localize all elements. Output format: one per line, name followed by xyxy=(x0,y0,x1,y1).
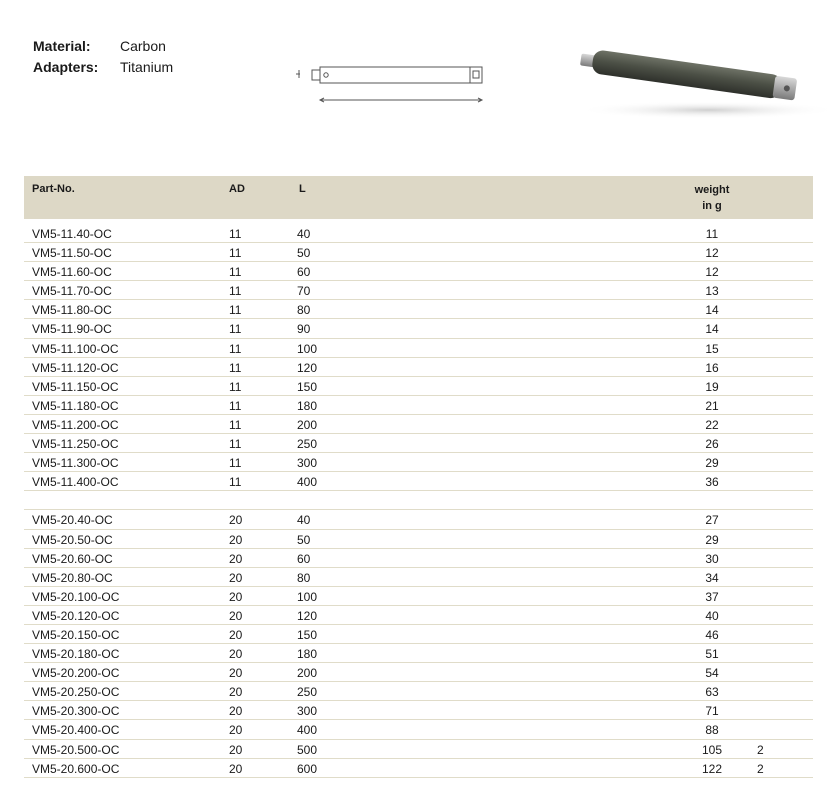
cell-weight: 16 xyxy=(705,360,719,375)
cell-part-no: VM5-20.40-OC xyxy=(32,513,113,528)
table-row xyxy=(24,568,813,587)
cell-weight: 46 xyxy=(705,627,719,642)
cell-weight: 27 xyxy=(705,513,719,528)
cell-ad: 20 xyxy=(229,570,243,585)
cell-weight: 54 xyxy=(705,666,719,681)
cell-part-no: VM5-11.300-OC xyxy=(32,456,119,471)
cell-l: 80 xyxy=(297,303,311,318)
table-row xyxy=(24,300,813,319)
material-value: Carbon xyxy=(120,38,166,54)
cell-weight: 12 xyxy=(705,246,719,261)
cell-part-no: VM5-20.500-OC xyxy=(32,742,120,757)
adapters-value: Titanium xyxy=(120,59,174,75)
table-body xyxy=(24,224,813,778)
technical-drawing xyxy=(290,62,490,108)
cell-ad: 11 xyxy=(229,398,242,413)
table-row xyxy=(24,644,813,663)
cell-weight: 34 xyxy=(705,570,719,585)
table-row xyxy=(24,625,813,644)
cell-ad: 20 xyxy=(229,608,243,623)
cell-ad: 20 xyxy=(229,589,243,604)
table-row xyxy=(24,701,813,720)
cell-ad: 11 xyxy=(229,379,242,394)
table-row xyxy=(24,262,813,281)
cell-note: 2 xyxy=(757,742,764,757)
material-label: Material: xyxy=(33,38,91,54)
cell-ad: 11 xyxy=(229,341,242,356)
cell-l: 180 xyxy=(297,398,318,413)
table-row xyxy=(24,549,813,568)
table-row xyxy=(24,243,813,262)
cell-weight: 88 xyxy=(705,723,719,738)
cell-l: 300 xyxy=(297,456,318,471)
cell-ad: 20 xyxy=(229,666,243,681)
cell-ad: 11 xyxy=(229,437,242,452)
cell-ad: 20 xyxy=(229,532,243,547)
table-row xyxy=(24,281,813,300)
table-row xyxy=(24,224,813,243)
cell-part-no: VM5-11.100-OC xyxy=(32,341,119,356)
cell-part-no: VM5-11.180-OC xyxy=(32,398,119,413)
cell-l: 200 xyxy=(297,417,318,432)
cell-ad: 11 xyxy=(229,417,242,432)
cell-ad: 20 xyxy=(229,647,243,662)
table-row xyxy=(24,740,813,759)
product-photo xyxy=(568,48,838,128)
cell-ad: 11 xyxy=(229,456,242,471)
cell-ad: 20 xyxy=(229,761,243,776)
cell-part-no: VM5-20.60-OC xyxy=(32,551,113,566)
table-row xyxy=(24,720,813,739)
table-row xyxy=(24,453,813,472)
table-row xyxy=(24,415,813,434)
table-row xyxy=(24,319,813,338)
cell-part-no: VM5-11.70-OC xyxy=(32,284,112,299)
cell-ad: 20 xyxy=(229,704,243,719)
cell-part-no: VM5-20.600-OC xyxy=(32,761,120,776)
cell-weight: 105 xyxy=(701,742,723,757)
cell-l: 80 xyxy=(297,570,311,585)
header-l: L xyxy=(299,183,306,195)
cell-weight: 71 xyxy=(705,704,719,719)
cell-part-no: VM5-11.60-OC xyxy=(32,265,112,280)
table-row xyxy=(24,663,813,682)
cell-part-no: VM5-20.150-OC xyxy=(32,627,120,642)
cell-l: 60 xyxy=(297,551,311,566)
table-row xyxy=(24,396,813,415)
cell-l: 200 xyxy=(297,666,318,681)
cell-ad: 20 xyxy=(229,685,243,700)
table-row xyxy=(24,530,813,549)
adapters-row xyxy=(33,57,173,78)
cell-part-no: VM5-20.80-OC xyxy=(32,570,113,585)
cell-part-no: VM5-20.180-OC xyxy=(32,647,120,662)
cell-part-no: VM5-20.200-OC xyxy=(32,666,120,681)
cell-weight: 14 xyxy=(705,322,719,337)
cell-l: 40 xyxy=(297,513,311,528)
cell-part-no: VM5-11.50-OC xyxy=(32,246,112,261)
cell-l: 40 xyxy=(297,227,311,241)
cell-l: 50 xyxy=(297,532,311,547)
cell-l: 60 xyxy=(297,265,311,280)
cell-ad: 11 xyxy=(229,303,242,318)
cell-ad: 11 xyxy=(229,284,242,299)
cell-weight: 13 xyxy=(705,284,719,299)
cell-part-no: VM5-20.400-OC xyxy=(32,723,120,738)
cell-ad: 11 xyxy=(229,265,242,280)
cell-ad: 11 xyxy=(229,322,242,337)
cell-weight: 12 xyxy=(705,265,719,280)
cell-ad: 20 xyxy=(229,742,243,757)
cell-l: 250 xyxy=(297,685,318,700)
header-part-no: Part-No. xyxy=(32,183,75,195)
cell-weight: 19 xyxy=(705,379,719,394)
cell-weight: 63 xyxy=(705,685,719,700)
group-spacer xyxy=(24,491,813,510)
cell-weight: 15 xyxy=(705,341,719,356)
cell-part-no: VM5-11.80-OC xyxy=(32,303,112,318)
header-weight xyxy=(692,182,732,214)
cell-part-no: VM5-11.40-OC xyxy=(32,227,112,241)
cell-weight: 26 xyxy=(705,437,719,452)
cell-l: 400 xyxy=(297,475,318,490)
cell-part-no: VM5-11.150-OC xyxy=(32,379,119,394)
cell-part-no: VM5-20.100-OC xyxy=(32,589,120,604)
cell-weight: 36 xyxy=(705,475,719,490)
cell-weight: 29 xyxy=(705,532,719,547)
table-row xyxy=(24,377,813,396)
cell-part-no: VM5-20.300-OC xyxy=(32,704,120,719)
table-row xyxy=(24,510,813,529)
cell-l: 90 xyxy=(297,322,311,337)
cell-l: 120 xyxy=(297,360,318,375)
table-header xyxy=(24,176,813,219)
header-weight-line2: in g xyxy=(702,200,722,212)
cell-weight: 21 xyxy=(705,398,719,413)
cell-l: 100 xyxy=(297,589,318,604)
cell-weight: 37 xyxy=(705,589,719,604)
cell-ad: 11 xyxy=(229,475,242,490)
material-row xyxy=(33,36,173,57)
table-row xyxy=(24,682,813,701)
table-row xyxy=(24,606,813,625)
cell-ad: 20 xyxy=(229,723,243,738)
cell-ad: 20 xyxy=(229,513,243,528)
table-row xyxy=(24,472,813,491)
header-ad: AD xyxy=(229,183,245,195)
cell-weight: 22 xyxy=(705,417,719,432)
cell-weight: 14 xyxy=(705,303,719,318)
cell-l: 400 xyxy=(297,723,318,738)
cell-part-no: VM5-11.250-OC xyxy=(32,437,119,452)
cell-l: 600 xyxy=(297,761,318,776)
spec-block xyxy=(33,36,173,78)
cell-l: 70 xyxy=(297,284,311,299)
cell-l: 50 xyxy=(297,246,311,261)
table-row xyxy=(24,587,813,606)
cell-part-no: VM5-11.400-OC xyxy=(32,475,119,490)
cell-ad: 11 xyxy=(229,246,242,261)
cell-weight: 122 xyxy=(701,761,723,776)
cell-l: 300 xyxy=(297,704,318,719)
table-row xyxy=(24,339,813,358)
table-row xyxy=(24,358,813,377)
cell-l: 180 xyxy=(297,647,318,662)
cell-part-no: VM5-11.90-OC xyxy=(32,322,112,337)
cell-l: 150 xyxy=(297,627,318,642)
cell-weight: 40 xyxy=(705,608,719,623)
table-row xyxy=(24,759,813,778)
cell-l: 500 xyxy=(297,742,318,757)
cell-l: 120 xyxy=(297,608,318,623)
cell-part-no: VM5-20.50-OC xyxy=(32,532,113,547)
cell-note: 2 xyxy=(757,761,764,776)
adapters-label: Adapters: xyxy=(33,59,99,75)
cell-l: 150 xyxy=(297,379,318,394)
cell-weight: 30 xyxy=(705,551,719,566)
cell-ad: 11 xyxy=(229,227,242,241)
cell-weight: 51 xyxy=(705,647,719,662)
cell-ad: 20 xyxy=(229,551,243,566)
cell-weight: 29 xyxy=(705,456,719,471)
cell-part-no: VM5-11.120-OC xyxy=(32,360,119,375)
cell-part-no: VM5-20.250-OC xyxy=(32,685,120,700)
cell-l: 250 xyxy=(297,437,318,452)
cell-ad: 20 xyxy=(229,627,243,642)
cell-l: 100 xyxy=(297,341,318,356)
table-row xyxy=(24,434,813,453)
cell-part-no: VM5-11.200-OC xyxy=(32,417,119,432)
cell-weight: 11 xyxy=(705,227,719,241)
header-weight-line1: weight xyxy=(694,184,730,196)
cell-ad: 11 xyxy=(229,360,242,375)
cell-part-no: VM5-20.120-OC xyxy=(32,608,120,623)
